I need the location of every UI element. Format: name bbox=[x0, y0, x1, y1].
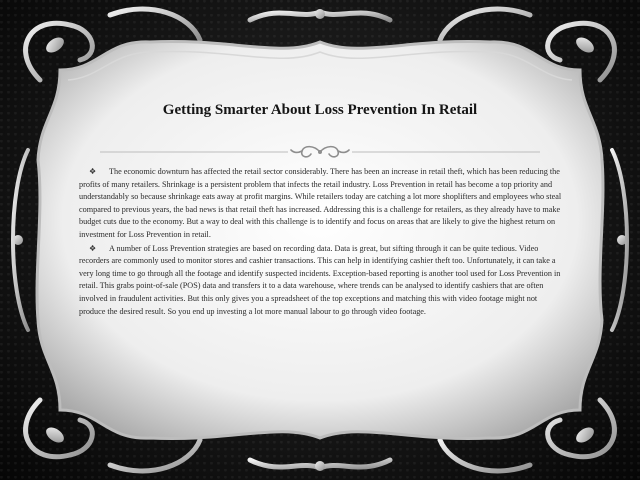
bullet-paragraph bbox=[79, 166, 565, 242]
slide-content bbox=[79, 166, 565, 319]
diamond-ornament-icon: ❖ bbox=[89, 167, 97, 176]
bullet-text: A number of Loss Prevention strategies are based on recording data. Data is great, but sifting through it can be quite tedious. Video recorders are commonly used to monitor stores and cashier transactions. This can help in identifying cashier theft too. Unfortunately, it can take a very long time to go through all the footage and identify suspected incidents. Exception-based reporting is another tool used for Loss Prevention in retail. This grabs point-of-sale (POS) data and transfers it to a data warehouse, where trends can be analysed to identify cashiers that are often involved in fraudulent activities. But this only gives you a spreadsheet of the top exceptions and matching this with video footage might not produce the desired result. So you end up investing a lot more manual labour to go through video footage. bbox=[79, 243, 561, 316]
bullet-text: The economic downturn has affected the retail sector considerably. There has been an increase in retail theft, which has been reducing the profits of many retailers. Shrinkage is a persistent problem that infects the retail industry. Loss Prevention in retail has become a top priority and understandably so because shrinkage eats away at profit margins. While retailers today are catching a lot more shoplifters and employees who steal compared to previous years, the bad news is that retail theft has increased. Addressing this is a challenge for retailers, as they already have to make budget cuts due to the economy. But a way to deal with this challenge is to identify and focus on areas that are likely to give the highest return on investment for Loss Prevention in retail. bbox=[79, 167, 562, 239]
diamond-ornament-icon: ❖ bbox=[89, 243, 97, 253]
bullet-paragraph bbox=[79, 243, 565, 319]
title-divider-line bbox=[100, 151, 540, 153]
slide-title: Getting Smarter About Loss Prevention In Retail bbox=[162, 102, 478, 118]
